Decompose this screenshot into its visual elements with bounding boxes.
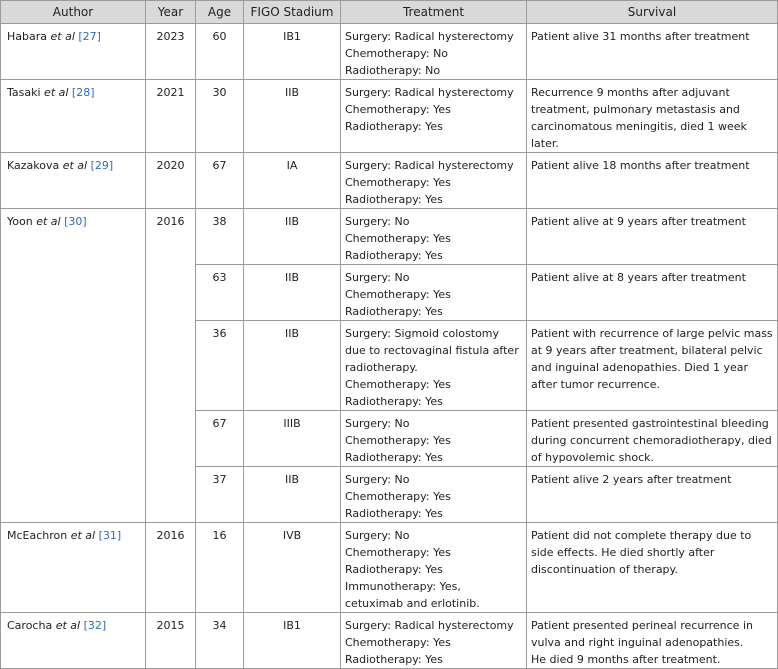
et-al: et al xyxy=(50,30,75,43)
figo-cell: IA xyxy=(244,153,341,209)
header-treatment: Treatment xyxy=(341,1,527,24)
treatment-cell xyxy=(341,523,527,613)
survival-cell: Patient alive at 8 years after treatment xyxy=(527,265,778,321)
treatment-chemotherapy: Chemotherapy: Yes xyxy=(345,232,451,245)
treatment-surgery: Surgery: Radical hysterectomy xyxy=(345,30,514,43)
age-cell: 34 xyxy=(196,613,244,669)
treatment-radiotherapy: Radiotherapy: Yes xyxy=(345,653,443,666)
author-cell xyxy=(1,613,146,669)
table-row xyxy=(1,523,778,613)
author-name: Yoon xyxy=(7,215,33,228)
treatment-radiotherapy: Radiotherapy: Yes xyxy=(345,305,443,318)
header-year: Year xyxy=(146,1,196,24)
survival-cell xyxy=(527,613,778,669)
age-cell: 60 xyxy=(196,24,244,80)
header-survival: Survival xyxy=(527,1,778,24)
author-name: Tasaki xyxy=(7,86,41,99)
treatment-surgery: Surgery: No xyxy=(345,529,410,542)
figo-cell: IVB xyxy=(244,523,341,613)
reference-link[interactable]: [31] xyxy=(98,529,122,542)
author-name: Habara xyxy=(7,30,47,43)
header-row xyxy=(1,1,778,24)
treatment-cell xyxy=(341,24,527,80)
year-cell: 2020 xyxy=(146,153,196,209)
table-row xyxy=(1,209,778,265)
figo-cell: IIB xyxy=(244,321,341,411)
treatment-surgery: Surgery: No xyxy=(345,417,410,430)
age-cell: 38 xyxy=(196,209,244,265)
table-row xyxy=(1,80,778,153)
et-al: et al xyxy=(62,159,88,172)
author-name: McEachron xyxy=(7,529,68,542)
treatment-surgery: Surgery: Radical hysterectomy xyxy=(345,619,514,632)
treatment-radiotherapy: Radiotherapy: Yes xyxy=(345,563,443,576)
age-cell: 30 xyxy=(196,80,244,153)
treatment-chemotherapy: Chemotherapy: Yes xyxy=(345,636,451,649)
treatment-chemotherapy: Chemotherapy: Yes xyxy=(345,103,451,116)
treatment-chemotherapy: Chemotherapy: Yes xyxy=(345,434,451,447)
age-cell: 36 xyxy=(196,321,244,411)
survival-cell: Patient did not complete therapy due to side effects. He died shortly after discontinuation of therapy. xyxy=(527,523,778,613)
header-figo: FIGO Stadium xyxy=(244,1,341,24)
treatment-radiotherapy: Radiotherapy: Yes xyxy=(345,193,443,206)
treatment-surgery: Surgery: Radical hysterectomy xyxy=(345,86,514,99)
reference-link[interactable]: [27] xyxy=(78,30,101,43)
treatment-surgery: Surgery: No xyxy=(345,215,410,228)
reference-link[interactable]: [28] xyxy=(71,86,95,99)
treatment-surgery: Surgery: No xyxy=(345,473,410,486)
treatment-chemotherapy: Chemotherapy: Yes xyxy=(345,490,451,503)
figo-cell: IIB xyxy=(244,467,341,523)
survival-cell: Patient alive 2 years after treatment xyxy=(527,467,778,523)
treatment-immunotherapy: Immunotherapy: Yes, cetuximab and erlotinib. xyxy=(345,580,480,610)
age-cell: 67 xyxy=(196,411,244,467)
year-cell: 2016 xyxy=(146,523,196,613)
treatment-cell xyxy=(341,411,527,467)
year-cell: 2023 xyxy=(146,24,196,80)
author-name: Carocha xyxy=(7,619,53,632)
treatment-radiotherapy: Radiotherapy: Yes xyxy=(345,395,443,408)
treatment-cell xyxy=(341,265,527,321)
figo-cell: IB1 xyxy=(244,613,341,669)
figo-cell: IB1 xyxy=(244,24,341,80)
author-name: Kazakova xyxy=(7,159,60,172)
treatment-cell xyxy=(341,613,527,669)
age-cell: 63 xyxy=(196,265,244,321)
survival-cell: Patient presented gastrointestinal bleeding during concurrent chemoradiotherapy, died of hypovolemic shock. xyxy=(527,411,778,467)
treatment-chemotherapy: Chemotherapy: Yes xyxy=(345,546,451,559)
treatment-chemotherapy: Chemotherapy: Yes xyxy=(345,378,451,391)
age-cell: 67 xyxy=(196,153,244,209)
author-cell xyxy=(1,209,146,523)
year-cell: 2015 xyxy=(146,613,196,669)
treatment-cell xyxy=(341,321,527,411)
header-author: Author xyxy=(1,1,146,24)
table-row xyxy=(1,24,778,80)
treatment-cell xyxy=(341,153,527,209)
survival-cell: Patient with recurrence of large pelvic mass at 9 years after treatment, bilateral pelvic and inguinal adenopathies. Died 1 year after tumor recurrence. xyxy=(527,321,778,411)
treatment-cell xyxy=(341,80,527,153)
survival-line: Patient presented perineal recurrence in vulva and right inguinal adenopathies. xyxy=(531,619,753,649)
treatment-radiotherapy: Radiotherapy: Yes xyxy=(345,249,443,262)
treatment-cell xyxy=(341,467,527,523)
age-cell: 16 xyxy=(196,523,244,613)
et-al: et al xyxy=(55,619,81,632)
figo-cell: IIB xyxy=(244,265,341,321)
treatment-radiotherapy: Radiotherapy: No xyxy=(345,64,441,77)
treatment-cell xyxy=(341,209,527,265)
survival-cell: Patient alive at 9 years after treatment xyxy=(527,209,778,265)
figo-cell: IIB xyxy=(244,209,341,265)
figo-cell: IIB xyxy=(244,80,341,153)
header-age: Age xyxy=(196,1,244,24)
treatment-chemotherapy: Chemotherapy: Yes xyxy=(345,176,451,189)
treatment-radiotherapy: Radiotherapy: Yes xyxy=(345,451,443,464)
survival-line: He died 9 months after treatment. xyxy=(531,653,721,666)
et-al: et al xyxy=(70,529,96,542)
treatment-radiotherapy: Radiotherapy: Yes xyxy=(345,120,443,133)
figo-cell: IIIB xyxy=(244,411,341,467)
table-row xyxy=(1,153,778,209)
treatment-surgery: Surgery: Radical hysterectomy xyxy=(345,159,514,172)
age-cell: 37 xyxy=(196,467,244,523)
table-row xyxy=(1,613,778,669)
survival-cell: Patient alive 18 months after treatment xyxy=(527,153,778,209)
et-al: et al xyxy=(44,86,69,99)
year-cell: 2021 xyxy=(146,80,196,153)
author-cell xyxy=(1,523,146,613)
survival-cell: Patient alive 31 months after treatment xyxy=(527,24,778,80)
survival-cell: Recurrence 9 months after adjuvant treatment, pulmonary metastasis and carcinomatous meningitis, died 1 week later. xyxy=(527,80,778,153)
treatment-chemotherapy: Chemotherapy: No xyxy=(345,47,449,60)
treatment-surgery: Surgery: Sigmoid colostomy due to rectovaginal fistula after radiotherapy. xyxy=(345,327,519,374)
reference-link[interactable]: [30] xyxy=(64,215,87,228)
author-cell xyxy=(1,153,146,209)
treatment-chemotherapy: Chemotherapy: Yes xyxy=(345,288,451,301)
year-cell: 2016 xyxy=(146,209,196,523)
author-cell xyxy=(1,80,146,153)
reference-link[interactable]: [29] xyxy=(90,159,114,172)
reference-link[interactable]: [32] xyxy=(83,619,107,632)
treatment-radiotherapy: Radiotherapy: Yes xyxy=(345,507,443,520)
et-al: et al xyxy=(36,215,61,228)
treatment-surgery: Surgery: No xyxy=(345,271,410,284)
author-cell xyxy=(1,24,146,80)
